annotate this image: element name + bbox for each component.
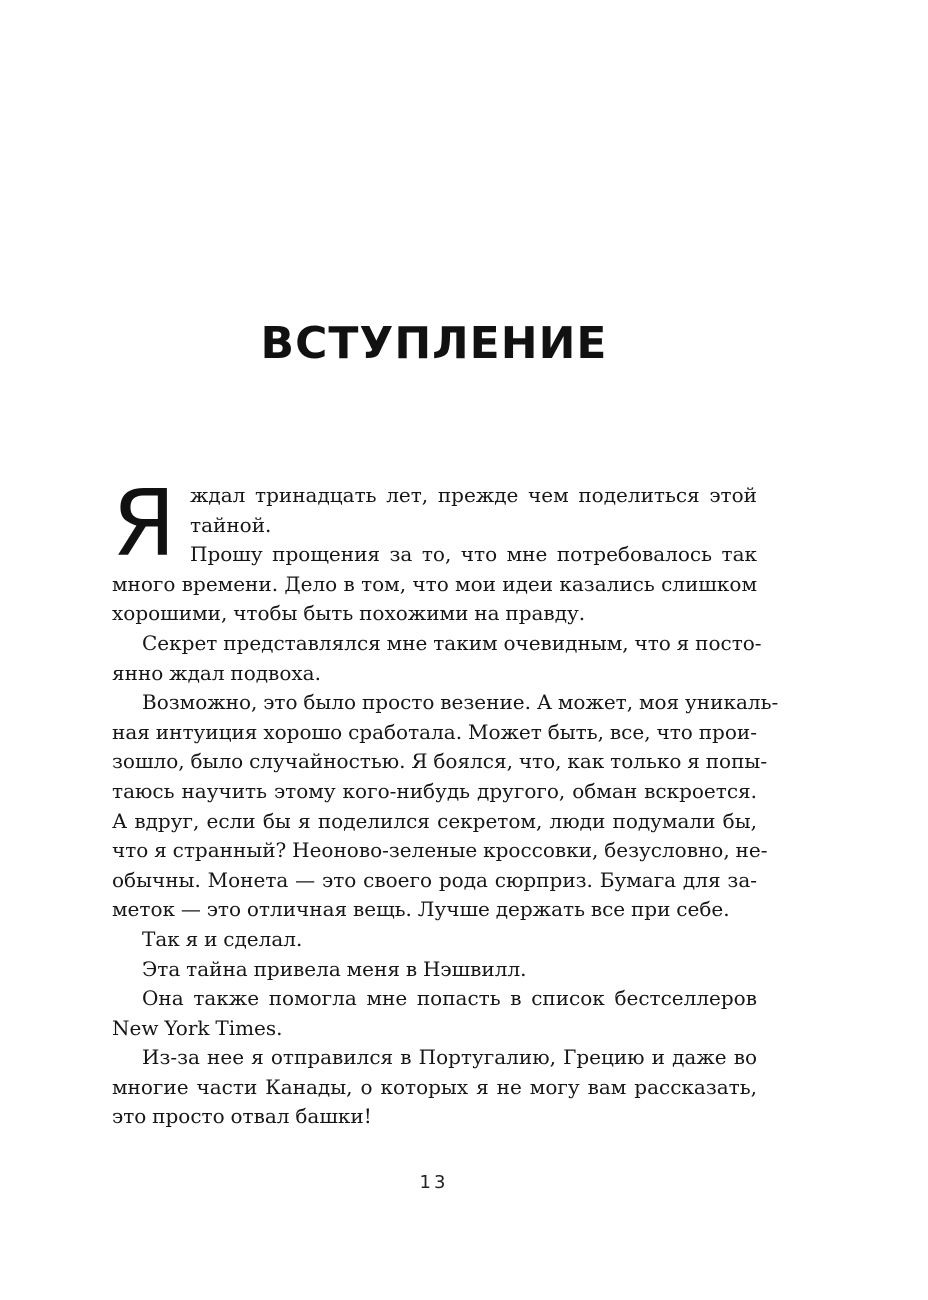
text-line: ная интуиция хорошо сработала. Может быть, все, что прои- bbox=[112, 719, 757, 744]
text-line: ждал тринадцать лет, прежде чем поделиться этой bbox=[190, 483, 757, 507]
text-line: Из-за нее я отправился в Португалию, Грецию и даже во bbox=[142, 1045, 757, 1070]
paragraph bbox=[112, 1043, 757, 1132]
text-line: Прошу прощения за то, что мне потребовалось так bbox=[190, 542, 757, 567]
text-line: что я странный? Неоново-зеленые кроссовки, безусловно, не- bbox=[112, 838, 768, 863]
text-line: Секрет представлялся мне таким очевидным, что я посто- bbox=[142, 630, 762, 655]
text-line: много времени. Дело в том, что мои идеи казались слишком bbox=[112, 571, 757, 596]
chapter-title: ВСТУПЛЕНИЕ bbox=[260, 318, 608, 369]
text-line: Эта тайна привела меня в Нэшвилл. bbox=[142, 956, 527, 981]
text-line: тайной. bbox=[190, 512, 272, 537]
paragraph bbox=[112, 688, 779, 925]
paragraph bbox=[112, 925, 757, 955]
text-line: зошло, было случайностью. Я боялся, что, как только я попы- bbox=[112, 749, 768, 774]
text-line: это просто отвал башки! bbox=[112, 1104, 372, 1129]
text-line: янно ждал подвоха. bbox=[112, 660, 321, 685]
paragraph bbox=[112, 955, 757, 985]
chapter-body bbox=[112, 470, 779, 1132]
paragraph bbox=[112, 629, 762, 688]
text-line: Возможно, это было просто везение. А может, моя уникаль- bbox=[142, 690, 779, 715]
paragraph bbox=[112, 984, 757, 1043]
drop-cap-letter: Я bbox=[112, 470, 176, 577]
text-line: хорошими, чтобы быть похожими на правду. bbox=[112, 601, 586, 626]
text-line: обычны. Монета — это своего рода сюрприз. Бумага для за- bbox=[112, 867, 757, 892]
text-line: А вдруг, если бы я поделился секретом, люди подумали бы, bbox=[112, 808, 757, 833]
text-line: Так я и сделал. bbox=[142, 926, 303, 951]
text-line: New York Times. bbox=[112, 1015, 283, 1040]
text-line: таюсь научить этому кого-нибудь другого, обман вскроется. bbox=[112, 778, 757, 803]
text-line: меток — это отличная вещь. Лучше держать все при себе. bbox=[112, 897, 730, 922]
text-line: многие части Канады, о которых я не могу вам рассказать, bbox=[112, 1074, 757, 1099]
text-line: Она также помогла мне попасть в список бестселлеров bbox=[142, 986, 757, 1011]
page-number: 13 bbox=[419, 1172, 449, 1193]
opening-paragraph bbox=[112, 470, 757, 629]
